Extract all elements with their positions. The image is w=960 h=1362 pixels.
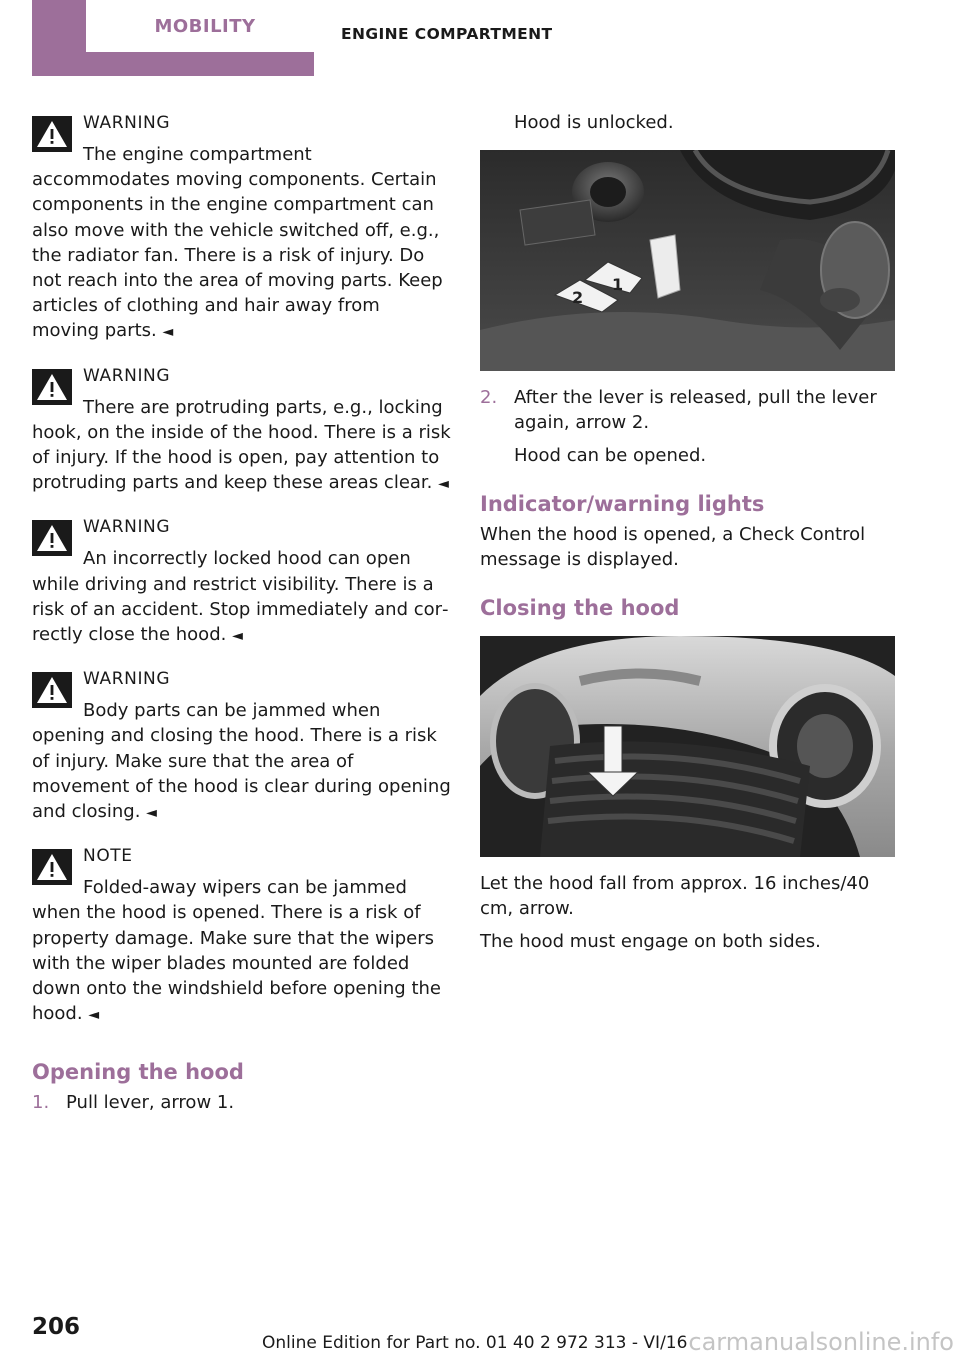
warning-triangle-icon xyxy=(32,369,72,405)
arrow-1-label: 1 xyxy=(612,275,624,295)
footer-text: Online Edition for Part no. 01 40 2 972 313 - VI/16 xyxy=(262,1333,688,1353)
end-mark: ◄ xyxy=(146,805,157,822)
end-mark: ◄ xyxy=(162,324,174,341)
end-mark: ◄ xyxy=(232,628,243,645)
warning-triangle-icon xyxy=(32,672,72,708)
closing-heading: Closing the hood xyxy=(480,596,680,621)
warning-text: An incorrectly locked hood can open while driving and restrict visibility. There is a risk of an accident. Stop immediately and correctly close the hood. xyxy=(32,548,449,646)
note-heading: NOTE xyxy=(83,846,133,867)
warning-block-3 xyxy=(32,514,452,649)
warning-text: Body parts can be jammed when opening and closing the hood. There is a risk of injury. Make sure that the area of movement of the hood is clear during opening and closing. xyxy=(32,700,451,823)
warning-block-4 xyxy=(32,666,452,826)
step-number: 2. xyxy=(480,387,498,409)
section-tab xyxy=(32,0,314,76)
warning-triangle-icon xyxy=(32,116,72,152)
warning-block-1 xyxy=(32,110,452,346)
warning-heading: WARNING xyxy=(83,113,171,133)
arrow-2-label: 2 xyxy=(572,288,584,308)
section-tab-label: MOBILITY xyxy=(86,0,324,52)
step-text: After the lever is released, pull the lever again, arrow 2. xyxy=(514,387,877,434)
warning-heading: WARNING xyxy=(83,365,171,386)
warning-text: There are protruding parts, e.g., locking hook, on the inside of the hood. There is a risk of injury. If the hood is open, pay attention to protruding parts and keep these areas clear. xyxy=(32,396,451,494)
watermark: carmanualsonline.info xyxy=(688,1328,954,1356)
chapter-title: ENGINE COMPARTMENT xyxy=(341,25,553,43)
end-mark: ◄ xyxy=(438,476,449,493)
end-mark: ◄ xyxy=(88,1007,100,1024)
indicator-text: When the hood is opened, a Check Control message is displayed. xyxy=(480,523,866,571)
warning-triangle-icon xyxy=(32,520,72,556)
warning-text: The engine compartment accommodates moving components. Certain components in the engine compartment can also move with the vehicle switched off, e.g., the radiator fan. There is a risk of injury. Do not reach into the area of moving parts. Keep articles of clothing and hair away from moving parts. xyxy=(32,144,443,342)
note-text: Folded-away wipers can be jammed when the hood is opened. There is a risk of property damage. Make sure that the wipers with the wiper blades mounted are folded down onto the windshield before opening the hood. xyxy=(32,877,441,1025)
closing-hood-figure xyxy=(480,636,895,857)
closing-text-1: Let the hood fall from approx. 16 inches/40 cm, arrow. xyxy=(480,873,870,920)
indicator-heading: Indicator/warning lights xyxy=(480,491,765,516)
warning-heading: WARNING xyxy=(83,669,171,690)
step-text: Pull lever, arrow 1. xyxy=(66,1092,235,1114)
page-number: 206 xyxy=(32,1314,81,1340)
note-block xyxy=(32,843,452,1028)
right-column xyxy=(480,110,900,961)
step-1 xyxy=(32,1090,452,1115)
left-column xyxy=(32,110,452,1116)
hood-lever-figure xyxy=(480,150,895,371)
note-triangle-icon xyxy=(32,849,72,885)
opening-heading: Opening the hood xyxy=(32,1060,244,1085)
closing-text-2: The hood must engage on both sides. xyxy=(480,930,821,952)
step-number: 1. xyxy=(32,1092,50,1114)
warning-heading: WARNING xyxy=(83,517,171,538)
step-2 xyxy=(480,385,900,435)
warning-block-2 xyxy=(32,363,452,498)
step-2-result: Hood can be opened. xyxy=(514,444,707,466)
step-1-result: Hood is unlocked. xyxy=(514,112,674,133)
